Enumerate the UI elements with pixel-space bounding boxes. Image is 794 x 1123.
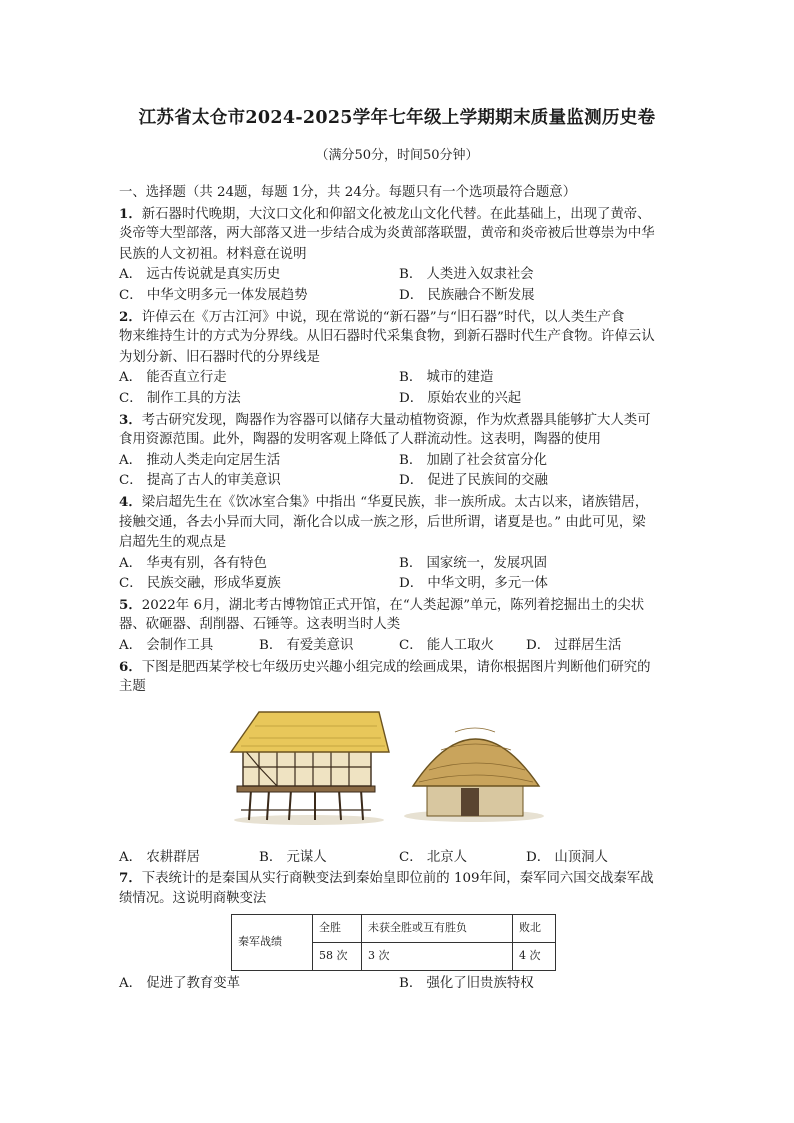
question-5-text: 2022年 6月，湖北考古博物馆正式开馆，在“人类起源”单元，陈列着挖掘出土的尖状 [141,597,645,613]
question-2-options-row-1 [119,368,679,389]
table-cell: 58 次 [313,942,362,970]
option-a[interactable]: A． 远古传说就是真实历史 [119,267,281,283]
question-4-line-3: 启超先生的观点是 [119,535,227,551]
question-4-line-1 [119,492,679,513]
dwelling-drawing [229,698,559,838]
hut-door [461,788,479,816]
table-header-cell: 败北 [513,914,556,942]
question-1-number: 1． [119,205,142,222]
question-6-options-row [119,848,679,869]
question-2 [119,307,679,410]
question-2-line-3: 为划分新、旧石器时代的分界线是 [119,349,320,365]
question-7-line-1 [119,868,679,889]
question-3-options-row-1 [119,451,679,472]
exam-content [119,183,679,994]
option-b[interactable]: B． 强化了旧贵族特权 [399,975,534,991]
question-7 [119,868,679,994]
table-cell: 4 次 [513,942,556,970]
table-header-cell: 全胜 [313,914,362,942]
question-3-line-1 [119,410,679,431]
option-b[interactable]: B． 国家统一，发展巩固 [399,555,548,571]
question-5-number: 5． [119,596,142,613]
question-7-options-row-1 [119,974,679,995]
battle-record-table [231,914,556,971]
question-5-options-row [119,636,679,657]
question-4 [119,492,679,595]
question-3 [119,410,679,492]
question-3-number: 3． [119,411,142,428]
option-d[interactable]: D． 山顶洞人 [526,849,608,865]
table-row-header: 秦军战绩 [232,914,313,970]
question-7-line-2: 绩情况。这说明商鞅变法 [119,891,267,907]
question-2-options-row-2 [119,389,679,410]
option-b[interactable]: B． 元谋人 [259,849,327,865]
question-5-line-1 [119,595,679,616]
stilt-house-icon [231,712,389,820]
question-2-line-1 [119,307,679,328]
question-7-text: 下表统计的是秦国从实行商鞅变法到秦始皇即位前的 109年间，秦军同六国交战秦军战 [141,871,654,887]
option-d[interactable]: D． 原始农业的兴起 [399,390,522,406]
question-1-options-row-1 [119,265,679,286]
option-a[interactable]: A． 推动人类走向定居生活 [119,452,281,468]
option-b[interactable]: B． 人类进入奴隶社会 [399,267,534,283]
question-5-line-2: 器、砍砸器、刮削器、石锤等。这表明当时人类 [119,617,401,633]
question-2-line-2: 物来维持生计的方式为分界线。从旧石器时代采集食物，到新石器时代生产食物。许倬云认 [119,329,655,345]
question-6-text: 下图是肥西某学校七年级历史兴趣小组完成的绘画成果，请你根据图片判断他们研究的 [141,659,651,675]
option-b[interactable]: B． 有爱美意识 [259,638,354,654]
question-4-line-2: 接触交通，各去小异而大同，渐化合以成一族之形，后世所谓，诸夏是也。” 由此可见，梁 [119,514,646,530]
question-1-line-2: 炎帝等大型部落，两大部落又进一步结合成为炎黄部落联盟，黄帝和炎帝被后世尊崇为中华 [119,226,655,242]
option-a[interactable]: A． 能否直立行走 [119,370,227,386]
option-c[interactable]: C． 能人工取火 [399,638,494,654]
option-a[interactable]: A． 农耕群居 [119,849,200,865]
option-d[interactable]: D． 过群居生活 [526,638,622,654]
option-c[interactable]: C． 提高了古人的审美意识 [119,473,281,489]
question-6 [119,657,679,869]
option-a[interactable]: A． 会制作工具 [119,638,214,654]
question-1 [119,204,679,307]
option-c[interactable]: C． 中华文明多元一体发展趋势 [119,287,308,303]
question-4-number: 4． [119,493,142,510]
ground-shadow [234,815,384,825]
question-6-line-2: 主题 [119,679,146,695]
exam-title: 江苏省太仓市2024-2025学年七年级上学期期末质量监测历史卷 [138,108,656,128]
option-a[interactable]: A． 华夷有别，各有特色 [119,555,267,571]
option-c[interactable]: C． 民族交融，形成华夏族 [119,576,281,592]
option-d[interactable]: D． 促进了民族间的交融 [399,473,548,489]
option-d[interactable]: D． 中华文明，多元一体 [399,576,548,592]
section-header: 一、选择题（共 24题，每题 1分，共 24分。每题只有一个选项最符合题意） [119,185,577,200]
question-1-text: 新石器时代晚期，大汶口文化和仰韶文化被龙山文化代替。在此基础上，出现了黄帝、 [141,206,651,222]
question-3-options-row-2 [119,471,679,492]
question-5 [119,595,679,657]
question-1-line-3: 民族的人文初祖。材料意在说明 [119,246,307,262]
question-2-text: 许倬云在《万古江河》中说，现在常说的“新石器”与“旧石器”时代，以人类生产食 [141,309,625,325]
question-2-number: 2． [119,308,142,325]
dwelling-illustration [119,698,679,848]
question-4-options-row-2 [119,574,679,595]
option-a[interactable]: A． 促进了教育变革 [119,975,241,991]
option-b[interactable]: B． 城市的建造 [399,370,494,386]
question-4-text: 梁启超先生在《饮冰室合集》中指出 “华夏民族，非一族所成。太古以来，诸族错居， [141,494,649,510]
table-row [232,914,556,942]
question-7-number: 7． [119,870,142,887]
option-c[interactable]: C． 北京人 [399,849,468,865]
option-c[interactable]: C． 制作工具的方法 [119,390,241,406]
question-6-line-1 [119,657,679,678]
question-3-text: 考古研究发现，陶器作为容器可以储存大量动植物资源，作为炊煮器具能够扩大人类可 [141,412,651,428]
option-b[interactable]: B． 加剧了社会贫富分化 [399,452,548,468]
question-1-line-1 [119,204,679,225]
table-header-cell: 未获全胜或互有胜负 [362,914,513,942]
question-4-options-row-1 [119,554,679,575]
round-hut-icon [413,728,539,816]
exam-subtitle: （满分50分，时间50分钟） [315,148,479,163]
option-d[interactable]: D． 民族融合不断发展 [399,287,535,303]
question-3-line-2: 食用资源范围。此外，陶器的发明客观上降低了人群流动性。这表明，陶器的使用 [119,432,602,448]
table-cell: 3 次 [362,942,513,970]
question-6-number: 6． [119,658,142,675]
question-1-options-row-2 [119,286,679,307]
